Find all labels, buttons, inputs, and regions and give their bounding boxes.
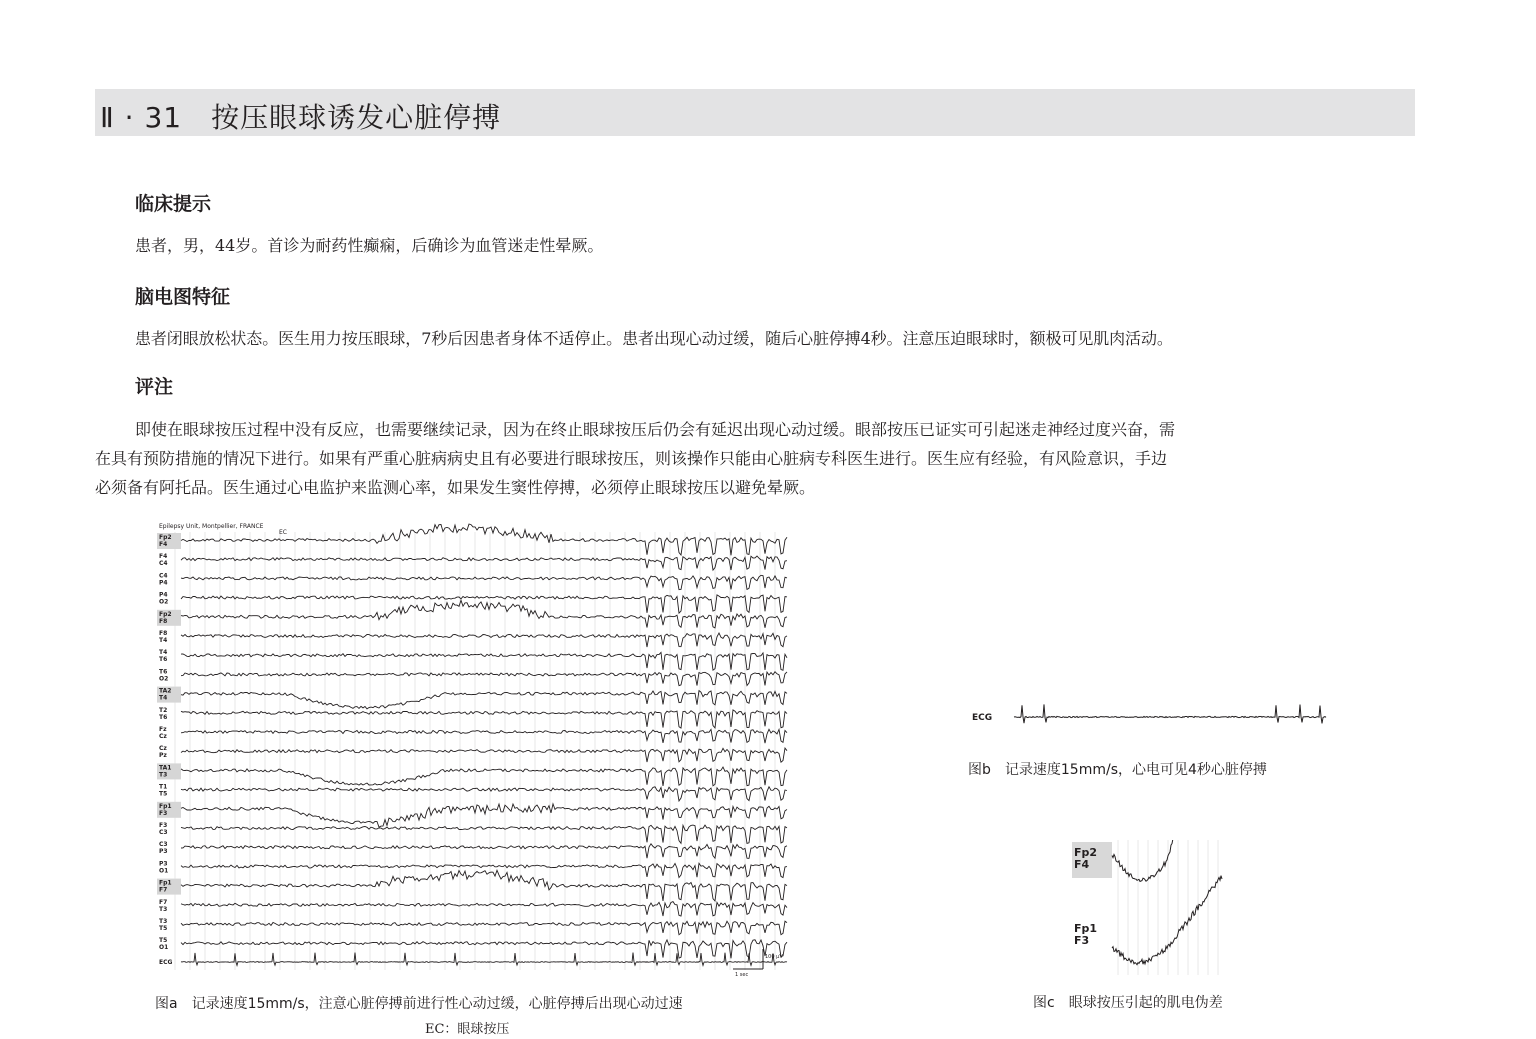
channel-label-bottom: Cz: [159, 733, 167, 740]
channel-label-top: T6: [159, 668, 168, 676]
channel-label-bottom: P4: [159, 579, 168, 587]
comment-line-2: 在具有预防措施的情况下进行。如果有严重心脏病病史且有必要进行眼球按压，则该操作只能由心脏病专科医生进行。医生应有经验，有风险意识，手边: [95, 449, 1168, 468]
chapter-title: [100, 96, 501, 136]
figure-b-trace: [1014, 704, 1326, 723]
channel-label-top: Cz: [159, 745, 167, 753]
figure-b-ecg: [970, 695, 1330, 740]
channel-label-top: Fz: [159, 726, 167, 733]
figure-c-ch1-top: Fp2: [1074, 846, 1098, 859]
channel-label-bottom: P3: [159, 848, 168, 856]
channel-label-top: Fp1: [159, 802, 172, 810]
figure-a-header: Epilepsy Unit, Montpellier, FRANCE: [159, 523, 264, 530]
figure-a-ecg-label: ECG: [159, 959, 173, 966]
channel-label-bottom: Pz: [159, 752, 167, 760]
chapter-number: Ⅱ · 31: [100, 101, 183, 134]
channel-label-top: T3: [159, 918, 168, 925]
channel-label-bottom: T6: [159, 713, 168, 721]
figure-a-scale-amplitude: 100 µV: [765, 954, 783, 960]
channel-label-top: Fp1: [159, 879, 172, 887]
chapter-title-text: 按压眼球诱发心脏停搏: [211, 101, 502, 134]
channel-label-bottom: C4: [159, 560, 168, 568]
channel-label-bottom: C3: [159, 829, 168, 836]
channel-label-bottom: O2: [159, 675, 169, 683]
figure-a-ec-marker: EC: [279, 529, 287, 536]
channel-label-top: T1: [159, 783, 168, 791]
clinical-heading: 临床提示: [135, 193, 212, 215]
figure-b-caption: 图b 记录速度15mm/s，心电可见4秒心脏停搏: [968, 762, 1267, 778]
channel-label-bottom: T6: [159, 656, 168, 664]
channel-label-top: P3: [159, 860, 168, 868]
figure-a-scale-time: 1 sec: [735, 972, 749, 978]
channel-label-bottom: T5: [159, 925, 168, 932]
channel-label-bottom: T3: [159, 905, 168, 913]
channel-label-bottom: O2: [159, 598, 169, 606]
figure-c-caption: 图c 眼球按压引起的肌电伪差: [1033, 995, 1223, 1011]
figure-c-ch2-bottom: F3: [1074, 934, 1090, 947]
channel-label-bottom: O1: [159, 944, 169, 952]
channel-label-top: TA1: [159, 764, 172, 772]
channel-label-bottom: F8: [159, 617, 168, 625]
figure-c-ch1-bottom: F4: [1074, 858, 1090, 871]
channel-label-top: TA2: [159, 687, 172, 695]
figure-c-ch2-top: Fp1: [1074, 922, 1098, 935]
channel-label-top: F3: [159, 822, 168, 829]
channel-label-top: Fp2: [159, 534, 172, 541]
figure-a-caption: 图a 记录速度15mm/s，注意心脏停搏前进行性心动过缓，心脏停搏后出现心动过速: [155, 996, 683, 1012]
clinical-text: 患者，男，44岁。首诊为耐药性癫痫，后确诊为血管迷走性晕厥。: [135, 236, 604, 255]
figure-c-emg: [1072, 840, 1227, 980]
comment-line-3: 必须备有阿托品。医生通过心电监护来监测心率，如果发生窦性停搏，必须停止眼球按压以避免晕厥。: [95, 478, 816, 497]
figure-a-eeg: [155, 518, 795, 978]
channel-label-bottom: T4: [159, 694, 168, 702]
comment-line-1: 即使在眼球按压过程中没有反应，也需要继续记录，因为在终止眼球按压后仍会有延迟出现心动过缓。眼部按压已证实可引起迷走神经过度兴奋，需: [135, 420, 1176, 439]
eeg-heading: 脑电图特征: [135, 286, 231, 308]
channel-label-bottom: O1: [159, 867, 169, 875]
channel-label-top: T4: [159, 649, 168, 657]
channel-label-bottom: T3: [159, 771, 168, 779]
figure-b-ecg-label: ECG: [972, 713, 993, 723]
channel-label-bottom: F7: [159, 886, 168, 894]
channel-label-top: F7: [159, 898, 168, 906]
channel-label-bottom: F4: [159, 541, 168, 548]
channel-label-top: C3: [159, 841, 168, 849]
channel-label-top: Fp2: [159, 610, 172, 618]
channel-label-bottom: F3: [159, 809, 168, 817]
eeg-text: 患者闭眼放松状态。医生用力按压眼球，7秒后因患者身体不适停止。患者出现心动过缓，随后心脏停搏4秒。注意压迫眼球时，额极可见肌肉活动。: [135, 329, 1173, 348]
figure-a-note: EC：眼球按压: [425, 1022, 510, 1037]
comment-heading: 评注: [135, 376, 174, 398]
channel-label-top: F8: [159, 630, 168, 637]
channel-label-top: C4: [159, 572, 168, 580]
channel-label-top: T5: [159, 937, 168, 945]
channel-label-top: F4: [159, 553, 168, 561]
channel-label-bottom: T5: [159, 790, 168, 798]
channel-label-bottom: T4: [159, 637, 168, 644]
channel-label-top: P4: [159, 591, 168, 599]
channel-label-top: T2: [159, 706, 168, 714]
